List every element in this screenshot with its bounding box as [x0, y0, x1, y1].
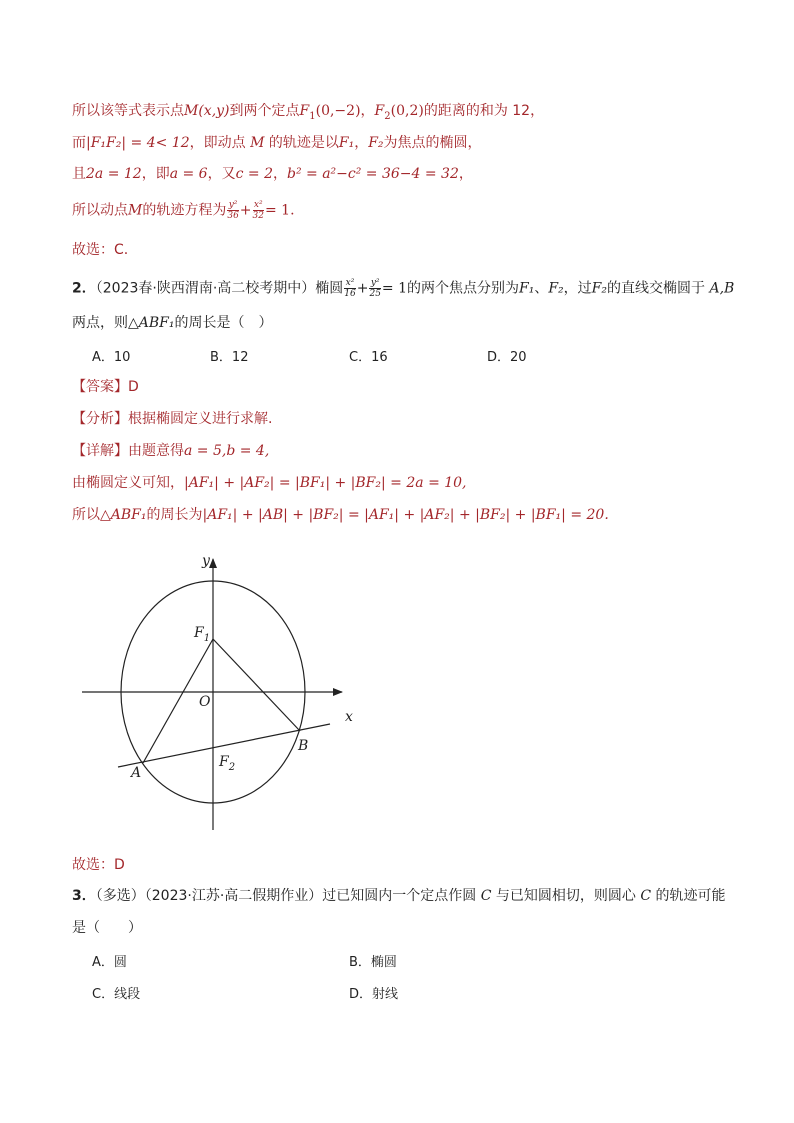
final-answer: 故选：D	[72, 857, 125, 873]
detail-line-2	[72, 473, 467, 493]
math-expr: c = 2	[235, 166, 273, 182]
fraction-denominator: 25	[369, 289, 381, 299]
math-plus: +	[356, 280, 369, 297]
option-b[interactable]	[210, 346, 248, 365]
label-F1	[193, 625, 210, 644]
question-text: 的周长是（ ）	[174, 315, 273, 331]
option-value: 12	[231, 350, 249, 365]
fraction-x2-32	[253, 200, 264, 221]
question-3-line-1	[72, 886, 726, 906]
question-3-line-2: 是（ ）	[72, 920, 142, 936]
option-c[interactable]	[349, 346, 388, 365]
fraction-numerator: x²	[253, 200, 263, 210]
text: 为焦点的椭圆，	[383, 135, 482, 151]
option-key: B．	[349, 955, 371, 970]
detail-text: 由椭圆定义可知，	[72, 475, 184, 491]
math-expr: b² = a²−c² = 36−4 = 32	[286, 166, 459, 182]
question-text: 的两个焦点分别为	[407, 280, 520, 297]
detail-text: 的周长为	[146, 507, 203, 523]
option-key: C．	[349, 350, 372, 365]
math-expr: |F₁F₂| = 4< 12	[86, 135, 190, 151]
question-text: 两点，则	[72, 315, 128, 331]
detail-line-3	[72, 505, 609, 525]
math-F1: F₁	[338, 135, 355, 151]
math-F2: F₂	[368, 135, 384, 151]
math-F1: F	[299, 103, 310, 119]
option-key: B．	[210, 350, 232, 365]
fraction-numerator: x²	[345, 278, 355, 288]
text: 的距离的和为 12，	[423, 103, 545, 119]
label-F2	[218, 754, 235, 773]
text: ，即动点	[189, 135, 251, 151]
ellipse-figure	[72, 545, 372, 840]
math-sub: 1	[309, 110, 316, 122]
fraction-numerator: y²	[228, 200, 238, 210]
option-value: 圆	[113, 955, 127, 970]
fraction-numerator: y²	[370, 278, 380, 288]
text: ，	[458, 166, 473, 182]
option-key: D．	[349, 987, 373, 1002]
q3-option-d[interactable]	[349, 983, 398, 1002]
math-M: M	[250, 135, 265, 151]
q3-option-c[interactable]	[92, 983, 140, 1002]
option-key: D．	[487, 350, 511, 365]
detail-tag: 【详解】	[72, 443, 128, 459]
math-F1: F₁	[519, 280, 535, 297]
math-F1-coords: (0,−2)	[315, 103, 361, 119]
segment-BF1	[213, 639, 300, 731]
question-text: （2023春·陕西渭南·高二校考期中）椭圆	[95, 280, 344, 297]
text: ，	[272, 166, 287, 182]
math-F2: F₂	[591, 280, 607, 297]
fraction-y2-25	[369, 278, 380, 299]
label-x: x	[345, 709, 353, 725]
question-number: 2．	[72, 280, 96, 297]
option-value: 椭圆	[370, 955, 397, 970]
text: 所以该等式表示点	[72, 103, 184, 119]
text: ，即	[141, 166, 170, 182]
solution-line-1	[72, 101, 544, 127]
option-d[interactable]	[487, 346, 527, 365]
answer-value: D	[128, 379, 139, 395]
option-value: 16	[371, 350, 388, 365]
question-text: 与已知圆相切，则圆心	[491, 888, 641, 904]
q3-option-b[interactable]	[349, 951, 397, 970]
answer-line	[72, 377, 139, 397]
option-a[interactable]	[92, 346, 130, 365]
analysis-line	[72, 409, 272, 429]
label-O: O	[199, 694, 211, 710]
analysis-tag: 【分析】	[72, 411, 128, 427]
option-key: A．	[92, 350, 114, 365]
math-expr: 2a = 12	[86, 166, 142, 182]
option-key: C．	[92, 987, 115, 1002]
text: ，	[360, 103, 375, 119]
math-expr: |AF₁| + |AB| + |BF₂| = |AF₁| + |AF₂| + |BF₂| + |BF₁| = 20.	[202, 507, 609, 523]
math-C: C	[480, 888, 492, 904]
math-F2: F	[374, 103, 385, 119]
option-value: 20	[510, 350, 527, 365]
label-F1-sub: 1	[203, 633, 211, 644]
math-M: M	[128, 202, 143, 219]
math-F2: F₂	[548, 280, 564, 297]
detail-line-1	[72, 441, 269, 461]
solution-line-4	[72, 200, 295, 221]
math-expr: = 1.	[264, 202, 295, 219]
text: 的轨迹是以	[264, 135, 339, 151]
math-triangle: △ABF₁	[100, 507, 147, 523]
label-B: B	[298, 738, 309, 754]
detail-text: 由题意得	[128, 443, 184, 459]
solution-line-3	[72, 164, 473, 184]
fraction-x2-16	[344, 278, 355, 299]
question-2-line-2	[72, 313, 273, 333]
text: 而	[72, 135, 86, 151]
text: ，又	[207, 166, 236, 182]
math-expr: a = 6	[169, 166, 208, 182]
label-F2-sub: 2	[228, 762, 236, 773]
text: 、	[534, 280, 549, 297]
fraction-denominator: 16	[344, 289, 356, 299]
question-number: 3．	[72, 888, 96, 904]
text: 的轨迹方程为	[142, 202, 227, 219]
detail-text: 所以	[72, 507, 100, 523]
question-text: （多选）（2023·江苏·高二假期作业）过已知圆内一个定点作圆	[95, 888, 481, 904]
option-key: A．	[92, 955, 114, 970]
question-2-line-1	[72, 278, 734, 299]
solution-line-2	[72, 133, 482, 153]
label-F2-main: F	[219, 754, 229, 770]
option-value: 射线	[372, 987, 399, 1002]
text: 到两个定点	[229, 103, 300, 119]
question-text: ，过	[563, 280, 592, 297]
fraction-denominator: 36	[227, 211, 239, 221]
math-expr: |AF₁| + |AF₂| = |BF₁| + |BF₂| = 2a = 10,	[184, 475, 467, 491]
text: 所以动点	[72, 202, 128, 219]
label-F1-main: F	[194, 625, 204, 641]
answer-tag: 【答案】	[72, 379, 128, 395]
math-expr: = 1	[381, 280, 408, 297]
math-AB: A,B	[709, 280, 735, 297]
math-triangle: △ABF₁	[128, 315, 175, 331]
text: ，	[354, 135, 369, 151]
math-point-M: M(x,y)	[184, 103, 230, 119]
math-plus: +	[239, 202, 252, 219]
question-text: 的直线交椭圆于	[607, 280, 710, 297]
math-C: C	[640, 888, 652, 904]
option-value: 线段	[114, 987, 141, 1002]
q3-option-a[interactable]	[92, 951, 127, 970]
text: 且	[72, 166, 86, 182]
math-sub: 2	[384, 110, 391, 122]
math-expr: a = 5,b = 4,	[184, 443, 270, 459]
analysis-text: 根据椭圆定义进行求解.	[128, 411, 273, 427]
math-F2-coords: (0,2)	[390, 103, 424, 119]
question-text: 的轨迹可能	[651, 888, 726, 904]
label-y: y	[202, 553, 210, 569]
solution-answer: 故选：C.	[72, 242, 129, 258]
label-A: A	[131, 765, 142, 781]
fraction-denominator: 32	[252, 211, 264, 221]
option-value: 10	[113, 350, 131, 365]
fraction-y2-36	[227, 200, 238, 221]
